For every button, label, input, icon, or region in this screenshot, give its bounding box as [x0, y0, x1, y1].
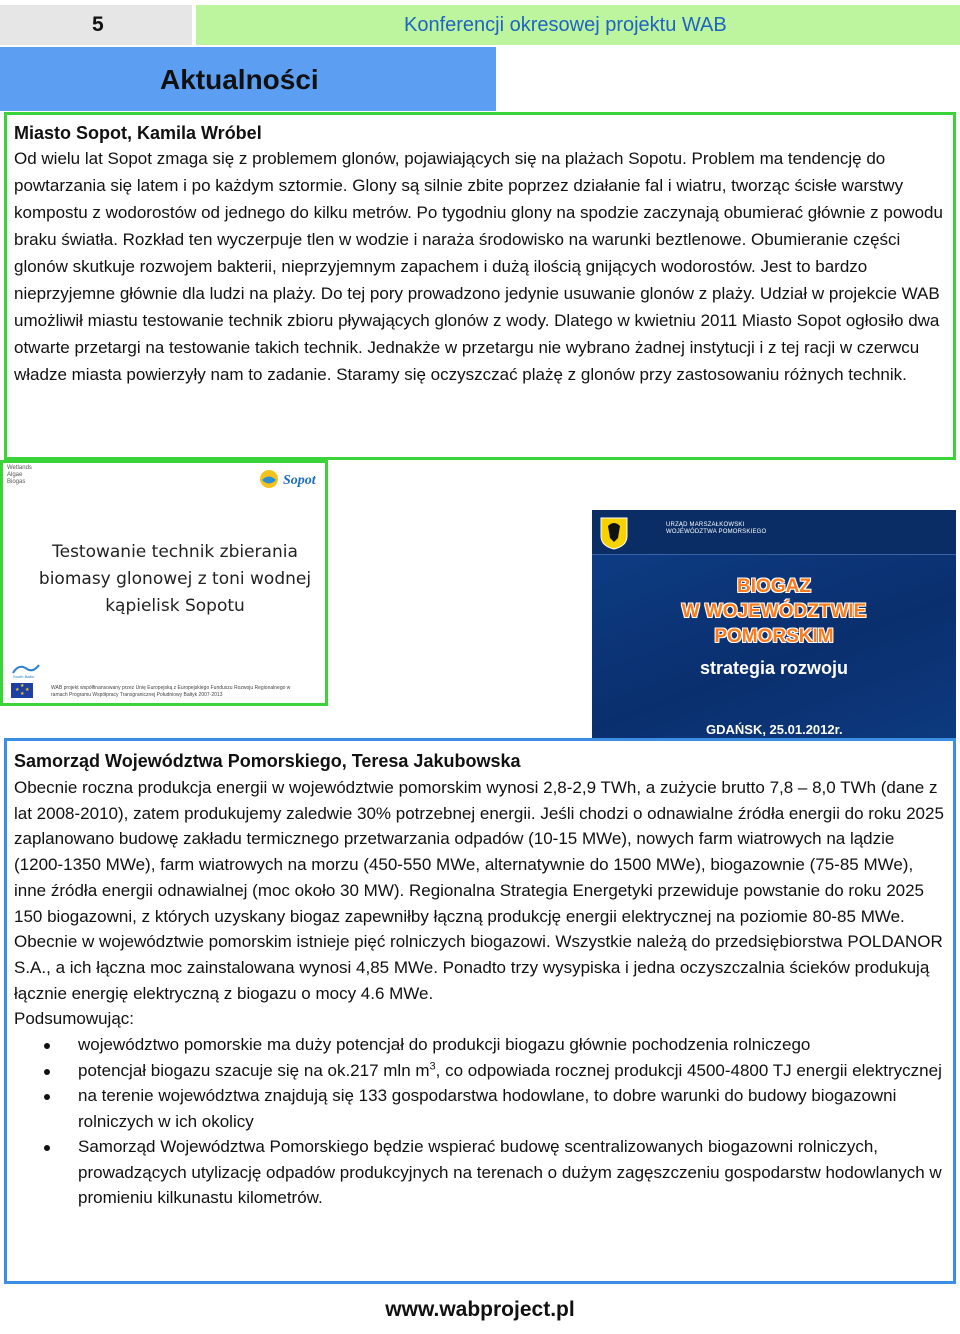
- org-line-2: WOJEWÓDZTWA POMORSKIEGO: [666, 529, 767, 535]
- slide-subtitle: strategia rozwoju: [699, 658, 849, 678]
- article-heading: Miasto Sopot, Kamila Wróbel: [14, 123, 262, 143]
- list-item: województwo pomorskie ma duży potencjał do produkcji biogazu głównie pochodzenia rolniczego: [14, 1032, 946, 1058]
- footer-url: www.wabproject.pl: [385, 1298, 575, 1321]
- bullet-icon: [44, 1145, 50, 1151]
- bullet-icon: [44, 1043, 50, 1049]
- title-line-1: BIOGAZ: [737, 576, 811, 597]
- bullet-icon: [44, 1069, 50, 1075]
- south-baltic-logo-text: South Baltic: [13, 674, 35, 679]
- page-number: 5: [0, 5, 194, 45]
- org-name: [666, 522, 766, 536]
- title-line-2: W WOJEWÓDZTWIE: [681, 601, 867, 622]
- sopot-logo-text: Sopot: [283, 473, 316, 488]
- south-baltic-logo-icon: [11, 659, 41, 679]
- article-sopot: [4, 112, 956, 460]
- list-item: potencjał biogazu szacuje się na ok.217 mln $m^3$, co odpowiada rocznej produkcji 4500-4800 TJ energii elektrycznej: [14, 1058, 946, 1084]
- eu-flag-icon: ★ ★ ★ ★: [11, 683, 33, 698]
- list-item: na terenie województwa znajdują się 133 gospodarstwa hodowlane, to dobre warunki do budowy biogazowni rolniczych w ich okolicy: [14, 1083, 946, 1134]
- article-heading: Samorząd Województwa Pomorskiego, Teresa Jakubowska: [14, 751, 521, 771]
- header-title: Konferencji okresowej projektu WAB: [196, 5, 960, 45]
- article-paragraph-2: Obecnie w województwie pomorskim istnieje pięć rolniczych biogazowi. Wszystkie należą do przedsiębiorstwa POLDANOR S.A., a ich łączna moc zainstalowana wynosi 4,85 MWe. Ponadto trzy wysypiska i jedna oczyszczalnia ścieków produkują łącznie energię elektryczną z biogazu o mocy 4.6 MWe.: [14, 932, 943, 1003]
- article-paragraph-1: Obecnie roczna produkcja energii w województwie pomorskim wynosi 2,8-2,9 TWh, a zużycie brutto 7,8 – 8,0 TWh (dane z lat 2008-2010), zatem produkujemy zaledwie 30% potrzebnej energii. Jeśli chodzi o odnawialne źródła energii do roku 2025 zaplanowano budowę zakładu termicznego przetwarzania odpadów (10-15 MWe), nowych farm wiatrowych na lądzie (1200-1350 MWe), farm wiatrowych na morzu (450-550 MWe, alternatywnie do 1500 MWe), biogazownie (75-85 MWe), inne źródła energii odnawialnej (moc około 30 MW). Regionalna Strategia Energetyki przewiduje powstanie do roku 2025 150 biogazowni, z których uzyskany biogaz zapewniłby łączną produkcję energii elektrycznej na poziomie 80-85 MWe.: [14, 778, 944, 926]
- title-line-3: POMORSKIM: [714, 626, 834, 647]
- section-title: Aktualności: [0, 47, 496, 111]
- article-pomorskie: [4, 738, 956, 1284]
- slide-date: GDAŃSK, 25.01.2012r.: [706, 722, 843, 737]
- slide-title: [592, 574, 956, 649]
- slide-header-band: [592, 510, 956, 555]
- summary-label: Podsumowując:: [14, 1009, 135, 1029]
- article-body: Od wielu lat Sopot zmaga się z problemem glonów, pojawiających się na plażach Sopotu. Problem ma tendencję do powtarzania się latem i po każdym sztormie. Glony są silnie zbite poprzez działanie fal i wiatru, tworząc ścisłe warstwy kompostu z wodorostów od jednego do kilku metrów. Po tygodniu glony na spodzie zaczynają obumierać głównie z powodu braku światła. Rozkład ten wyczerpuje tlen w wodzie i naraża środowisko na warunki beztlenowe. Obumieranie części glonów skutkuje rozwojem bakterii, nieprzyjemnym zapachem i dużą ilością gnijących wodorostów. Jest to bardzo nieprzyjemne głównie dla ludzi na plaży. Do tej pory prowadzono jedynie usuwanie glonów z plaży. Udział w projekcie WAB umożliwił miastu testowanie technik zbioru pływających glonów z wody. Dlatego w kwietniu 2011 Miasto Sopot ogłosiło dwa otwarte przetargi na testowanie takich technik. Jednakże w przetargu nie wybrano żadnej instytucji i z tej racji w czerwcu władze miasta powierzyły nam to zadanie. Staramy się oczyszczać plażę z glonów przy zastosowaniu różnych technik.: [14, 149, 943, 384]
- bullet-icon: [44, 1094, 50, 1100]
- sopot-logo-icon: [259, 465, 323, 493]
- summary-list: [14, 1032, 946, 1211]
- wetlands-logo: Wetlands Algae Biogas: [7, 465, 32, 485]
- slide-sopot-testing: [0, 460, 328, 706]
- org-line-1: URZĄD MARSZAŁKOWSKI: [666, 522, 745, 528]
- list-item: Samorząd Województwa Pomorskiego będzie wspierać budowę scentralizowanych biogazowni rolniczych, prowadzących utylizację odpadów produkcyjnych na terenach o dużym zagęszczeniu gospodarstw hodowlanych w promieniu kilkunastu kilometrów.: [14, 1134, 946, 1211]
- slide-biogaz: [592, 510, 956, 742]
- slide-title: Testowanie technik zbierania biomasy glonowej z toni wodnej kąpielisk Sopotu: [38, 542, 312, 616]
- pomorskie-crest-icon: [599, 516, 629, 550]
- slide-footer-text: WAB projekt współfinansowany przez Unię Europejską z Europejskiego Funduszu Rozwoju Regionalnego w ramach Programu Współpracy Transgranicznej Południowy Bałtyk 2007-2013: [51, 685, 291, 698]
